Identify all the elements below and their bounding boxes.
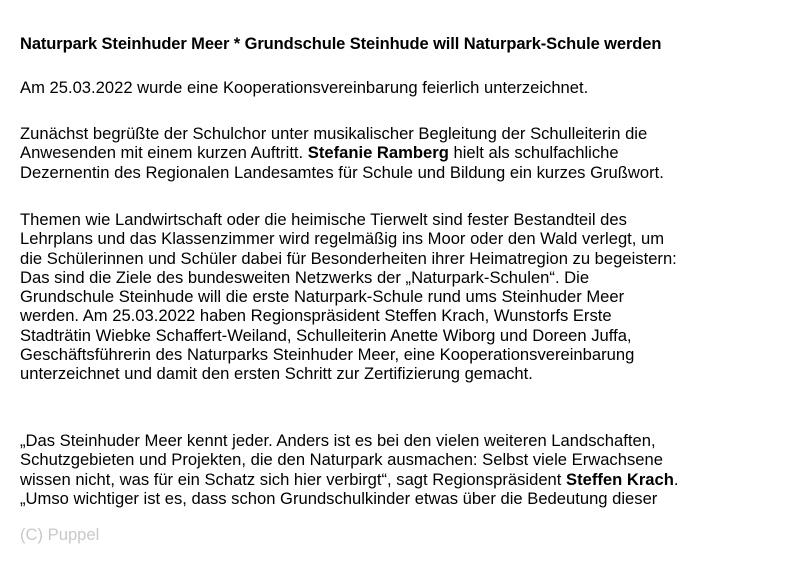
- person-name-bold: Stefanie Ramberg: [307, 143, 449, 163]
- text-line: Themen wie Landwirtschaft oder die heimische Tierwelt sind fester Bestandteil des: [20, 210, 627, 229]
- text-line: „Das Steinhuder Meer kennt jeder. Anders ist es bei den vielen weiteren Landschaften,: [20, 431, 656, 450]
- copyright-watermark: (C) Puppel: [20, 525, 100, 544]
- person-name-bold: Steffen Krach: [566, 469, 674, 489]
- text-line: Das sind die Ziele des bundesweiten Netzwerks der „Naturpark-Schulen“. Die: [20, 267, 590, 287]
- text-line: Stadträtin Wiebke Schaffert-Weiland, Schulleiterin Anette Wiborg und Doreen Juffa,: [20, 325, 632, 345]
- text-segment: Anwesenden mit einem kurzen Auftritt.: [20, 143, 308, 163]
- text-line: Schutzgebieten und Projekten, die den Naturpark ausmachen: Selbst viele Erwachsene: [20, 450, 663, 470]
- text-line: Am 25.03.2022 wurde eine Kooperationsvereinbarung feierlich unterzeichnet.: [20, 78, 589, 97]
- text-line: die Schülerinnen und Schüler dabei für Besonderheiten ihrer Heimatregion zu begeistern:: [20, 248, 677, 268]
- text-line: „Umso wichtiger ist es, dass schon Grundschulkinder etwas über die Bedeutung dieser: [20, 488, 658, 508]
- text-line: [20, 143, 664, 162]
- text-line: Lehrplans und das Klassenzimmer wird regelmäßig ins Moor oder den Wald verlegt, um: [20, 229, 665, 249]
- paragraph-greeting: [20, 124, 664, 182]
- paragraph-topics: [20, 210, 677, 384]
- article-title: Naturpark Steinhuder Meer * Grundschule Steinhude will Naturpark-Schule werden: [20, 35, 662, 53]
- text-line: Zunächst begrüßte der Schulchor unter musikalischer Begleitung der Schulleiterin die: [20, 124, 648, 143]
- text-line: Geschäftsführerin des Naturparks Steinhuder Meer, eine Kooperationsvereinbarung: [20, 345, 635, 365]
- text-line: [20, 470, 679, 489]
- paragraph-intro: [20, 78, 588, 97]
- text-line: werden. Am 25.03.2022 haben Regionspräsident Steffen Krach, Wunstorfs Erste: [20, 306, 612, 326]
- text-line: Dezernentin des Regionalen Landesamtes für Schule und Bildung ein kurzes Grußwort.: [20, 162, 664, 182]
- text-segment: .: [673, 469, 679, 489]
- text-line: Grundschule Steinhude will die erste Naturpark-Schule rund ums Steinhuder Meer: [20, 287, 625, 307]
- text-line: unterzeichnet und damit den ersten Schritt zur Zertifizierung gemacht.: [20, 364, 533, 384]
- text-segment: hielt als schulfachliche: [448, 143, 619, 163]
- text-segment: wissen nicht, was für ein Schatz sich hier verbirgt“, sagt Regionspräsident: [20, 469, 566, 489]
- paragraph-quote: [20, 431, 679, 508]
